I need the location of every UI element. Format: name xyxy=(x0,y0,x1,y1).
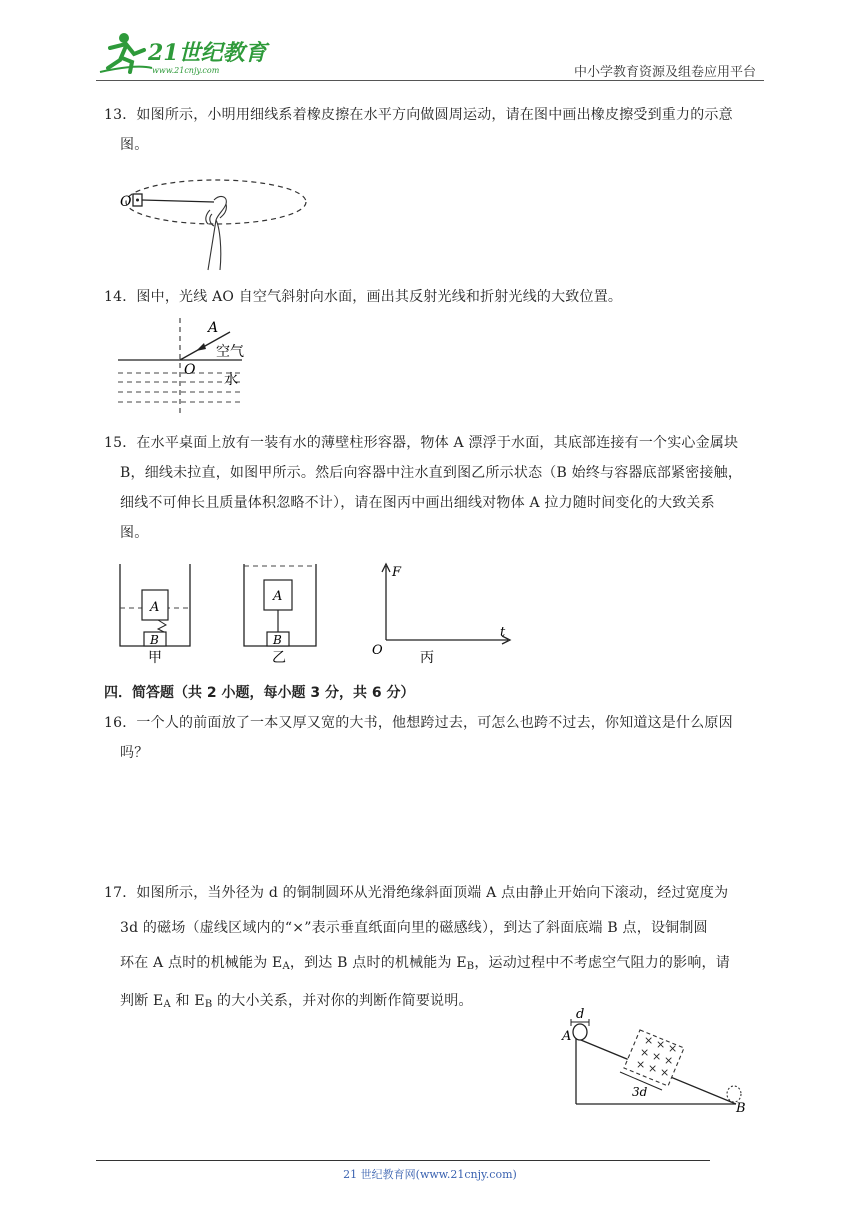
q13-figure xyxy=(116,170,316,275)
q13-line1: 13．如图所示，小明用细线系着橡皮擦在水平方向做圆周运动，请在图中画出橡皮擦受到重力的示意 xyxy=(104,107,733,123)
q15-figure xyxy=(114,560,514,670)
question-15 xyxy=(104,428,764,548)
svg-text:×: × xyxy=(660,1066,670,1079)
jia-label-b: B xyxy=(150,633,159,647)
q17-line4: 判断 $E_A$ 和 $E_B$ 的大小关系，并对你的判断作简要说明。 xyxy=(120,993,473,1010)
header-platform-text: 中小学教育资源及组卷应用平台 xyxy=(573,65,756,80)
question-13 xyxy=(104,100,764,160)
q13-line2: 图。 xyxy=(120,137,149,153)
q14-line1: 14．图中，光线 AO 自空气斜射向水面，画出其反射光线和折射光线的大致位置。 xyxy=(104,289,623,305)
q14-label-a: A xyxy=(208,320,219,336)
site-logo xyxy=(96,28,266,78)
axis-label-t: t xyxy=(500,625,506,640)
svg-text:×: × xyxy=(636,1058,646,1071)
svg-text:×: × xyxy=(664,1054,674,1067)
header-divider xyxy=(96,80,764,81)
ring-at-a xyxy=(573,1024,587,1040)
q17-label-b: B xyxy=(736,1101,746,1116)
question-16 xyxy=(104,708,764,768)
q17-figure xyxy=(556,1007,766,1118)
q17-line2: 3d 的磁场（虚线区域内的“×”表示垂直纸面向里的磁感线），到达了斜面底端 B 点，设铜制圆 xyxy=(120,920,708,936)
q13-label-o: O xyxy=(120,194,132,210)
graph-bing xyxy=(372,564,510,666)
q15-line4: 图。 xyxy=(120,525,149,541)
question-14 xyxy=(104,282,764,312)
q14-figure xyxy=(116,318,256,418)
q14-label-water: 水 xyxy=(224,372,238,388)
svg-text:×: × xyxy=(656,1038,666,1051)
label-jia: 甲 xyxy=(148,650,162,666)
q14-label-air: 空气 xyxy=(216,344,244,360)
q17-label-3d: 3d xyxy=(632,1085,648,1099)
footer-divider xyxy=(96,1160,710,1161)
q17-label-d: d xyxy=(576,1007,585,1022)
string-line xyxy=(142,200,214,202)
container-yi xyxy=(244,564,316,666)
ring-at-b xyxy=(727,1086,741,1102)
svg-text:×: × xyxy=(668,1042,678,1055)
svg-text:×: × xyxy=(648,1062,658,1075)
question-17 xyxy=(104,876,764,1022)
axis-label-o: O xyxy=(372,643,383,658)
logo-text: 21世纪教育 xyxy=(148,40,267,66)
label-bing: 丙 xyxy=(420,650,434,666)
q15-line3: 细线不可伸长且质量体积忽略不计），请在图丙中画出细线对物体 A 拉力随时间变化的大致关系 xyxy=(120,495,715,511)
ray-arrow-icon xyxy=(196,343,206,351)
q15-line1: 15．在水平桌面上放有一装有水的薄壁柱形容器，物体 A 漂浮于水面，其底部连接有一个实心金属块 xyxy=(104,435,739,451)
footer-link[interactable]: 21 世纪教育网(www.21cnjy.com) xyxy=(343,1168,517,1181)
running-man-icon xyxy=(96,28,266,78)
circular-path xyxy=(126,180,306,224)
q17-label-a: A xyxy=(562,1029,572,1044)
logo-url: www.21cnjy.com xyxy=(152,66,220,75)
q14-label-o: O xyxy=(184,362,196,378)
section-heading: 四．简答题（共 2 小题，每小题 3 分，共 6 分） xyxy=(104,685,415,701)
q16-line1: 16．一个人的前面放了一本又厚又宽的大书，他想跨过去，可怎么也跨不过去，你知道这是什么原因 xyxy=(104,715,733,731)
svg-text:×: × xyxy=(644,1034,654,1047)
label-yi: 乙 xyxy=(272,650,286,666)
svg-text:×: × xyxy=(640,1046,650,1059)
axis-label-f: F xyxy=(392,565,402,580)
yi-label-b: B xyxy=(273,633,282,647)
q15-line2: B，细线未拉直，如图甲所示。然后向容器中注水直到图乙所示状态（B 始终与容器底部紧密接触， xyxy=(120,465,743,481)
q17-line1: 17．如图所示，当外径为 d 的铜制圆环从光滑绝缘斜面顶端 A 点由静止开始向下滚动，经过宽度为 xyxy=(104,885,729,901)
yi-label-a: A xyxy=(273,589,283,604)
q16-line2: 吗？ xyxy=(120,745,149,761)
container-jia xyxy=(120,564,190,666)
hand-drawing xyxy=(206,197,227,270)
svg-text:×: × xyxy=(652,1050,662,1063)
q17-line3: 环在 A 点时的机械能为 $E_A$，到达 B 点时的机械能为 $E_B$，运动过程中不考虑空气阻力的影响，请 xyxy=(120,955,730,972)
jia-label-a: A xyxy=(150,600,160,615)
